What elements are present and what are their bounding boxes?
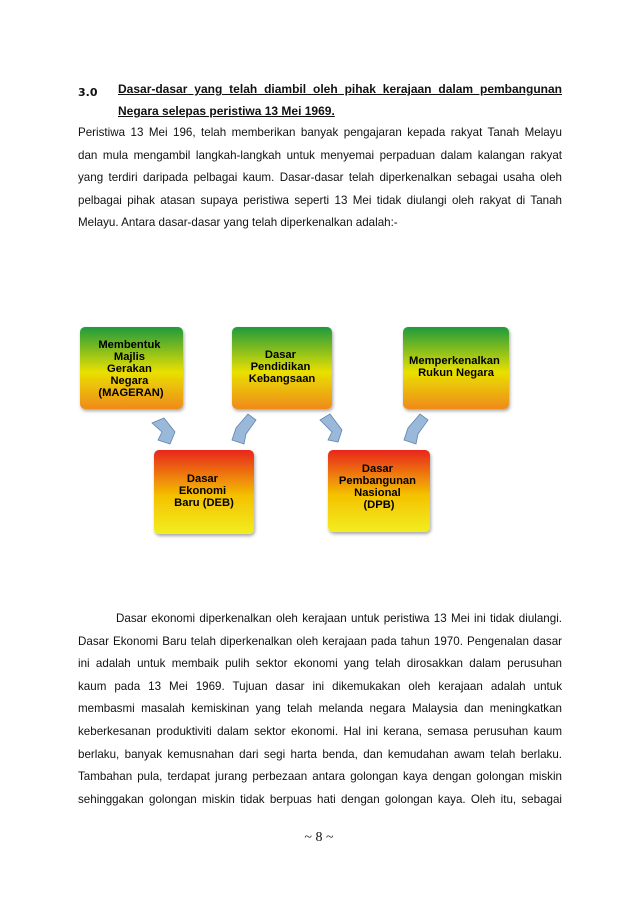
diagram-node-dpb: [328, 450, 430, 532]
diagram-node-mageran: [80, 327, 183, 409]
flow-arrow: [320, 414, 342, 442]
paragraph-line: ini adalah untuk membaik pulih sektor ekonomi yang telah dirosakkan dalam perusuhan: [78, 657, 562, 671]
paragraph-line: Peristiwa 13 Mei 196, telah memberikan banyak pengajaran kepada rakyat Tanah Melayu: [78, 126, 562, 139]
paragraph-line: pelbagai pihak atasan supaya peristiwa seperti 13 Mei tidak diulangi oleh rakyat di Tanah: [78, 193, 562, 207]
diagram-node-rukun-negara: [403, 327, 509, 409]
section-number: 3.0: [78, 86, 98, 99]
flow-arrow: [232, 414, 256, 444]
diagram-node-pendidikan: [232, 327, 332, 409]
paragraph-line: keberkesanan produktiviti dalam sektor ekonomi. Hal ini kerana, semasa perusuhan kaum: [78, 724, 562, 738]
paragraph-line: dan mula mengambil langkah-langkah untuk menyemai perpaduan dalam kalangan rakyat: [78, 148, 562, 162]
paragraph-line: Dasar Ekonomi Baru telah diperkenalkan oleh kerajaan pada tahun 1970. Pengenalan dasar: [78, 634, 562, 648]
svg-text:Dasar Pendidikan K: Dasar Pendidikan Kebangsaan: [248, 349, 316, 385]
section-heading-line: Negara selepas peristiwa 13 Mei 1969.: [118, 104, 335, 118]
paragraph-line: membasmi masalah kemiskinan yang telah melanda negara Malaysia dan meningkatkan: [78, 702, 562, 716]
paragraph-line: berlaku, banyak kemusnahan dari segi harta benda, dan kemudahan awam telah berlaku.: [78, 747, 562, 761]
paragraph-line: Tambahan pula, terdapat jurang perbezaan antara golongan kaya dengan golongan miskin: [78, 770, 562, 784]
svg-text:Dasar Ekonomi Baru: Dasar Ekonomi Baru (DEB): [174, 473, 234, 509]
paragraph-line: sehinggakan golongan miskin tidak berpuas hati dengan golongan kaya. Oleh itu, sebagai: [78, 792, 562, 806]
svg-text:Membentuk Majlis G: Membentuk Majlis Gerakan Negara (MAGERAN): [98, 339, 164, 399]
page-number: ~ 8 ~: [304, 830, 334, 845]
deb-paragraph: [78, 608, 562, 811]
flow-arrow: [404, 414, 428, 444]
svg-text:Memperkenalkan Rukun Neg: Memperkenalkan Rukun Negara: [409, 355, 500, 379]
flow-arrow: [152, 418, 175, 444]
diagram-node-deb: [154, 450, 254, 534]
paragraph-line: kaum pada 13 Mei 1969. Tujuan dasar ini dikemukakan oleh kerajaan adalah untuk: [78, 679, 562, 693]
svg-text:Dasar Pembangunan: Dasar Pembangunan Nasional (DPB): [338, 463, 416, 511]
paragraph-line: Melayu. Antara dasar-dasar yang telah diperkenalkan adalah:-: [78, 216, 398, 230]
paragraph-line: yang terdiri daripada pelbagai kaum. Dasar-dasar telah diperkenalkan sebagai usaha oleh: [78, 171, 562, 185]
section-heading-line: Dasar-dasar yang telah diambil oleh pihak kerajaan dalam pembangunan: [118, 82, 562, 96]
paragraph-line: Dasar ekonomi diperkenalkan oleh kerajaan untuk peristiwa 13 Mei ini tidak diulangi.: [116, 612, 562, 625]
